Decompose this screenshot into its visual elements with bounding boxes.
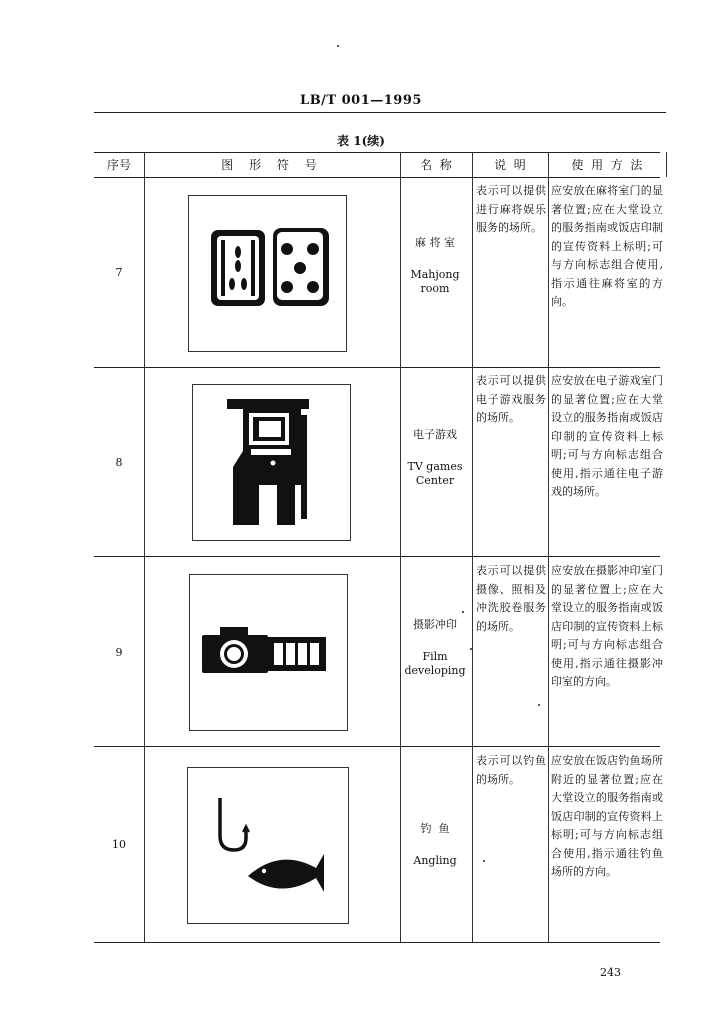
usage-cell: 应安放在饭店钓鱼场所附近的显著位置;应在大堂设立的服务指南或饭店印制的宣传资料上标明;可与方向标志组合使用,指示通往钓鱼场所的方向。 <box>551 754 663 878</box>
name-cell <box>400 236 470 296</box>
col-divider-1 <box>144 152 145 942</box>
name-en: Film developing <box>404 650 466 677</box>
usage-cell: 应安放在摄影冲印室门的显著位置上;应在大堂设立的服务指南或饭店印制的宣传资料上标明;可与方向标志组合使用,指示通往摄影冲印室的方向。 <box>551 564 663 688</box>
usage-cell: 应安放在电子游戏室门的显著位置;应在大堂设立的服务指南或饭店印制的宣传资料上标明;可与方向标志组合使用,指示通往电子游戏的场所。 <box>551 374 663 498</box>
desc-cell: 表示可以钓鱼的场所。 <box>476 754 546 786</box>
name-cn: 钓 鱼 <box>420 822 450 835</box>
table-rule-row9 <box>94 746 660 747</box>
name-en: TV games Center <box>407 460 463 487</box>
table-rule-bottom <box>94 942 660 943</box>
col-header-symbol: 图 形 符 号 <box>221 158 323 172</box>
seq-number: 10 <box>112 838 126 851</box>
table-caption: 表 1(续) <box>337 134 385 148</box>
table-rule-top <box>94 152 660 153</box>
scan-speck <box>483 860 485 862</box>
col-header-desc: 说 明 <box>494 158 526 172</box>
name-cell <box>400 428 470 488</box>
fishing-hook-icon <box>188 768 348 923</box>
desc-cell: 表示可以提供电子游戏服务的场所。 <box>476 374 546 424</box>
col-header-usage: 使 用 方 法 <box>571 158 643 172</box>
symbol-frame <box>192 384 351 541</box>
name-en: Mahjong room <box>410 268 460 295</box>
scan-speck <box>462 611 464 613</box>
name-en: Angling <box>413 854 457 867</box>
name-cell <box>400 822 470 868</box>
name-cn: 电子游戏 <box>413 428 457 441</box>
col-divider-4 <box>548 152 549 942</box>
desc-cell: 表示可以提供进行麻将娱乐服务的场所。 <box>476 184 546 234</box>
col-divider-3 <box>472 152 473 942</box>
table-rule-row8 <box>94 556 660 557</box>
mahjong-tiles-icon <box>189 196 346 351</box>
seq-number: 7 <box>115 266 123 279</box>
name-cn: 麻 将 室 <box>415 236 455 249</box>
arcade-cabinet-icon <box>193 385 350 540</box>
seq-number: 9 <box>115 646 123 659</box>
camera-film-icon <box>190 575 347 730</box>
table-rule-row7 <box>94 367 660 368</box>
name-cn: 摄影冲印 <box>413 618 457 631</box>
page-header: LB/T 001—1995 <box>300 93 422 108</box>
symbol-frame <box>188 195 347 352</box>
seq-number: 8 <box>115 456 123 469</box>
usage-cell: 应安放在麻将室门的显著位置;应在大堂设立的服务指南或饭店印制的宣传资料上标明;可与方向标志组合使用,指示通往麻将室的方向。 <box>551 184 663 308</box>
desc-cell: 表示可以提供摄像、照相及冲洗胶卷服务的场所。 <box>476 564 546 633</box>
table-rule-header <box>94 177 660 178</box>
symbol-frame <box>189 574 348 731</box>
col-header-seq: 序号 <box>106 158 131 172</box>
page-number: 243 <box>600 966 621 979</box>
col-divider-5 <box>666 152 667 177</box>
name-cell <box>400 618 470 678</box>
header-rule <box>94 112 666 113</box>
scan-speck <box>337 45 339 47</box>
symbol-frame <box>187 767 349 924</box>
col-header-name: 名 称 <box>420 158 452 172</box>
scan-speck <box>470 648 472 650</box>
scan-speck <box>538 704 540 706</box>
